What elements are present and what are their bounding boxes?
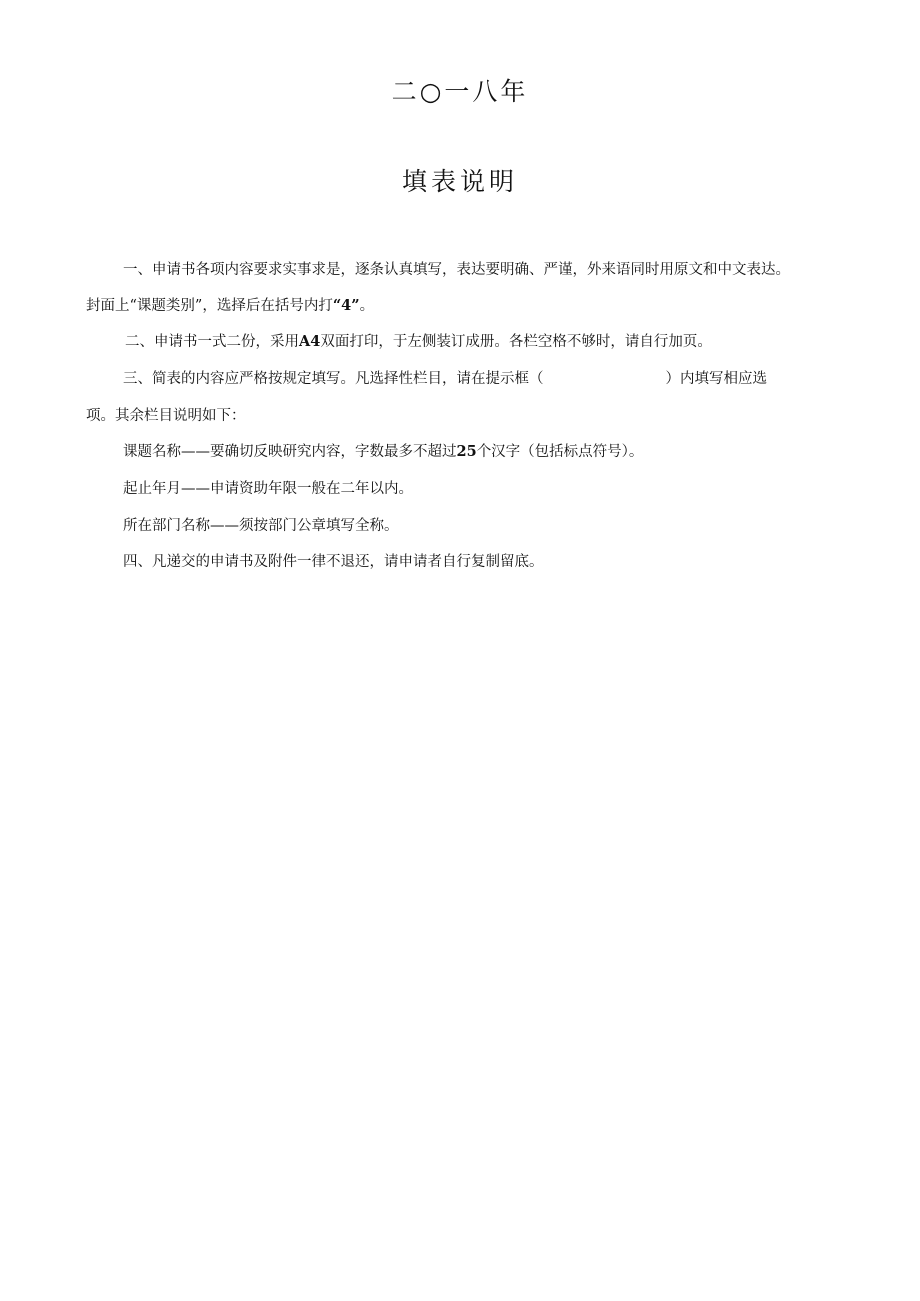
instruction-text: 个汉字（包括标点符号）。: [476, 444, 644, 460]
instruction-text: 。: [359, 298, 375, 314]
instruction-text: ）内填写相应选: [665, 371, 767, 387]
instruction-item-1-line-2: [86, 296, 374, 316]
instruction-text: 双面打印，于左侧装订成册。各栏空格不够时，请自行加页。: [320, 334, 712, 350]
note-topic-name: [123, 442, 643, 462]
page-title: 填表说明: [401, 167, 518, 196]
instruction-item-3-line-1: [123, 369, 767, 389]
note-period: 起止年月——申请资助年限一般在二年以内。: [123, 481, 413, 497]
char-limit-text: 25: [456, 443, 477, 460]
paper-size-text: A4: [299, 333, 321, 350]
check-mark-text: “4”: [332, 297, 360, 314]
year-heading: 二○一八年: [391, 77, 529, 106]
instruction-text: 封面上“课题类别”，选择后在括号内打: [86, 298, 333, 314]
instruction-item-4: 四、凡递交的申请书及附件一律不退还，请申请者自行复制留底。: [123, 554, 544, 570]
instruction-item-3-line-2: 项。其余栏目说明如下：: [86, 408, 246, 424]
instruction-text: 三、简表的内容应严格按规定填写。凡选择性栏目，请在提示框（: [123, 371, 544, 387]
instruction-text: 二、申请书一式二份，采用: [125, 334, 299, 350]
instruction-item-1-line-1: 一、申请书各项内容要求实事求是，逐条认真填写，表达要明确、严谨，外来语同时用原文和中文表达。: [123, 262, 790, 278]
instruction-item-2: [125, 332, 712, 352]
instruction-text: 课题名称——要确切反映研究内容，字数最多不超过: [123, 444, 457, 460]
note-department: 所在部门名称——须按部门公章填写全称。: [123, 518, 399, 534]
